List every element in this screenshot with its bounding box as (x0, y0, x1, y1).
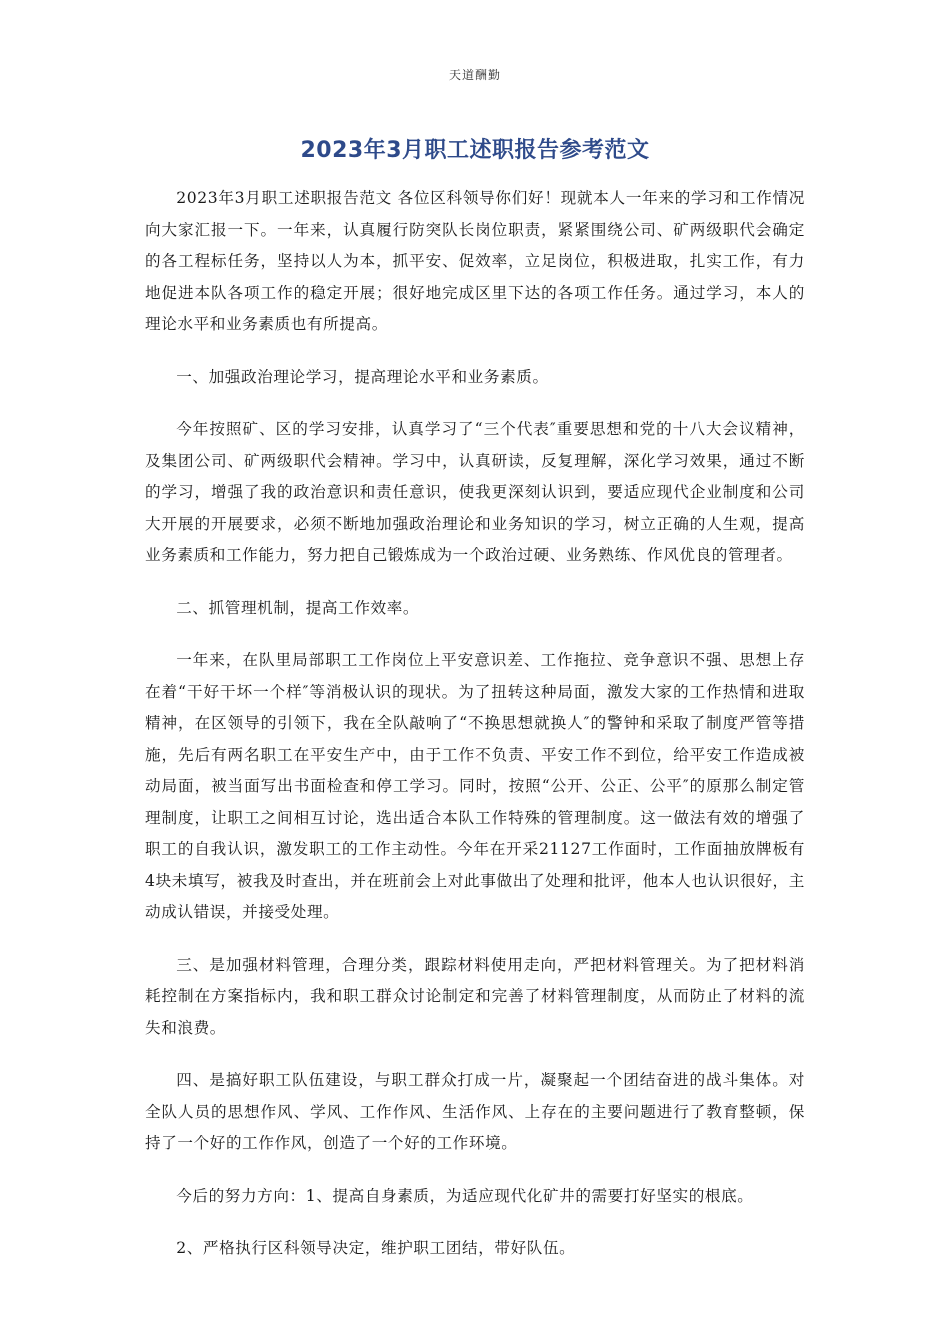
paragraph-section-1: 今年按照矿、区的学习安排，认真学习了“三个代表″重要思想和党的十八大会议精神，及集团公司、矿两级职代会精神。学习中，认真研读，反复理解，深化学习效果，通过不断的学习，增强了我的政治意识和责任意识，使我更深刻认识到，要适应现代企业制度和公司大开展的开展要求，必须不断地加强政治理论和业务知识的学习，树立正确的人生观，提高业务素质和工作能力，努力把自己锻炼成为一个政治过硬、业务熟练、作风优良的管理者。 (145, 420, 805, 564)
section-heading-1: 一、加强政治理论学习，提高理论水平和业务素质。 (176, 367, 549, 386)
paragraph-section-2: 一年来，在队里局部职工工作岗位上平安意识差、工作拖拉、竞争意识不强、思想上存在着“干好干坏一个样″等消极认识的现状。为了扭转这种局面，激发大家的工作热情和进取精神，在区领导的引领下，我在全队敲响了“不换思想就换人″的警钟和采取了制度严管等措施，先后有两名职工在平安生产中，由于工作不负责、平安工作不到位，给平安工作造成被动局面，被当面写出书面检查和停工学习。同时，按照“公开、公正、公平″的原那么制定管理制度，让职工之间相互讨论，选出适合本队工作特殊的管理制度。这一做法有效的增强了职工的自我认识，激发职工的工作主动性。今年在开采21127工作面时，工作面抽放牌板有4块未填写，被我及时查出，并在班前会上对此事做出了处理和批评，他本人也认识很好，主动成认错误，并接受处理。 (145, 651, 805, 921)
document-title: 2023年3月职工述职报告参考范文 (300, 138, 650, 163)
paragraph-future-2: 2、严格执行区科领导决定，维护职工团结，带好队伍。 (176, 1239, 576, 1257)
section-heading-2: 二、抓管理机制，提高工作效率。 (176, 598, 420, 617)
paragraph-intro: 2023年3月职工述职报告范文 各位区科领导你们好！现就本人一年来的学习和工作情况向大家汇报一下。一年来，认真履行防突队长岗位职责，紧紧围绕公司、矿两级职代会确定的各工程标任务，坚持以人为本，抓平安、促效率，立足岗位，积极进取，扎实工作，有力地促进本队各项工作的稳定开展；很好地完成区里下达的各项工作任务。通过学习，本人的理论水平和业务素质也有所提高。 (145, 189, 805, 333)
paragraph-future-1: 今后的努力方向：1、提高自身素质，为适应现代化矿井的需要打好坚实的根底。 (176, 1186, 754, 1205)
document-body (145, 183, 805, 1286)
page-header: 天道酬勤 (448, 68, 501, 82)
paragraph-section-4: 四、是搞好职工队伍建设，与职工群众打成一片，凝聚起一个团结奋进的战斗集体。对全队人员的思想作风、学风、工作作风、生活作风、上存在的主要问题进行了教育整顿，保持了一个好的工作作风，创造了一个好的工作环境。 (145, 1071, 805, 1152)
paragraph-section-3: 三、是加强材料管理，合理分类，跟踪材料使用走向，严把材料管理关。为了把材料消耗控制在方案指标内，我和职工群众讨论制定和完善了材料管理制度，从而防止了材料的流失和浪费。 (145, 955, 805, 1037)
